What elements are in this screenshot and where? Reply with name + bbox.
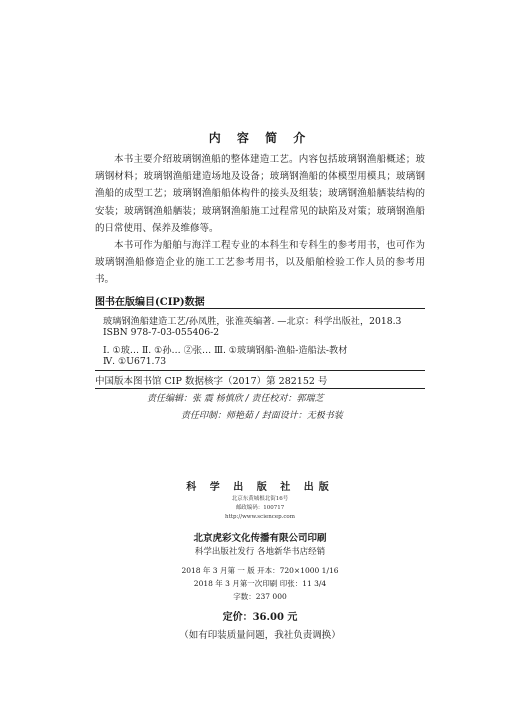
summary-paragraph-1: 本书主要介绍玻璃钢渔船的整体建造工艺。内容包括玻璃钢渔船概述；玻璃钢材料；玻璃钢渔船建造场地及设备；玻璃钢渔船的体模型用模具；玻璃钢渔船的成型工艺；玻璃钢渔船船体构件的接头及组装；玻璃钢渔船舾装结构的安装；玻璃钢渔船舾装；玻璃钢渔船施工过程常见的缺陷及对策；玻璃钢渔船的日常使用、保养及维修等。 (95, 154, 425, 234)
cip-heading: 图书在版编目(CIP)数据 (95, 297, 205, 308)
distributor: 科学出版社发行 各地新华书店经销 (194, 547, 326, 557)
staff-line-1: 责任编辑：张 震 杨慎欣 / 责任校对：郭瑞芝 (147, 394, 324, 404)
spec-printing: 2018 年 3 月第一次印刷 印张：11 3/4 (193, 579, 327, 588)
cip-record-number: 中国版本图书馆 CIP 数据核字（2017）第 282152 号 (95, 376, 328, 387)
staff-line-2: 责任印制：师艳茹 / 封面设计：无极书装 (181, 411, 343, 421)
page-title: 内 容 简 介 (208, 131, 312, 145)
spec-wordcount: 字数：237 000 (233, 592, 287, 601)
cip-bottom-rule (95, 370, 425, 371)
printer-name: 北京虎彩文化传播有限公司印刷 (193, 533, 327, 544)
cip-line-4: Ⅳ. ①U671.73 (103, 356, 167, 367)
cip-top-rule (95, 308, 425, 309)
cip-line-3: Ⅰ. ①玻… Ⅱ. ①孙… ②张… Ⅲ. ①玻璃钢船-渔船-造船法-教材 (103, 345, 348, 356)
price: 定价：36.00 元 (222, 612, 298, 623)
spec-edition: 2018 年 3 月第 一 版 开本：720×1000 1/16 (181, 566, 339, 575)
publisher-url: http://www.sciencep.com (225, 514, 295, 520)
publisher-postcode: 邮政编码：100717 (235, 505, 285, 511)
quality-notice: （如有印装质量问题，我社负责调换） (179, 630, 341, 641)
publisher-address: 北京东黄城根北街16号 (231, 496, 289, 502)
content-summary (95, 151, 425, 289)
cip-line-1: 玻璃钢渔船建造工艺/孙凤胜，张淮英编著. —北京：科学出版社，2018.3 (103, 316, 402, 327)
publisher-name: 科 学 出 版 社 出版 (186, 482, 334, 493)
cip-isbn: ISBN 978-7-03-055406-2 (103, 327, 220, 338)
cip-number-rule (95, 388, 425, 389)
summary-paragraph-2: 本书可作为船舶与海洋工程专业的本科生和专科生的参考用书，也可作为玻璃钢渔船修造企业的施工工艺参考用书，以及船舶检验工作人员的参考用书。 (95, 240, 425, 286)
